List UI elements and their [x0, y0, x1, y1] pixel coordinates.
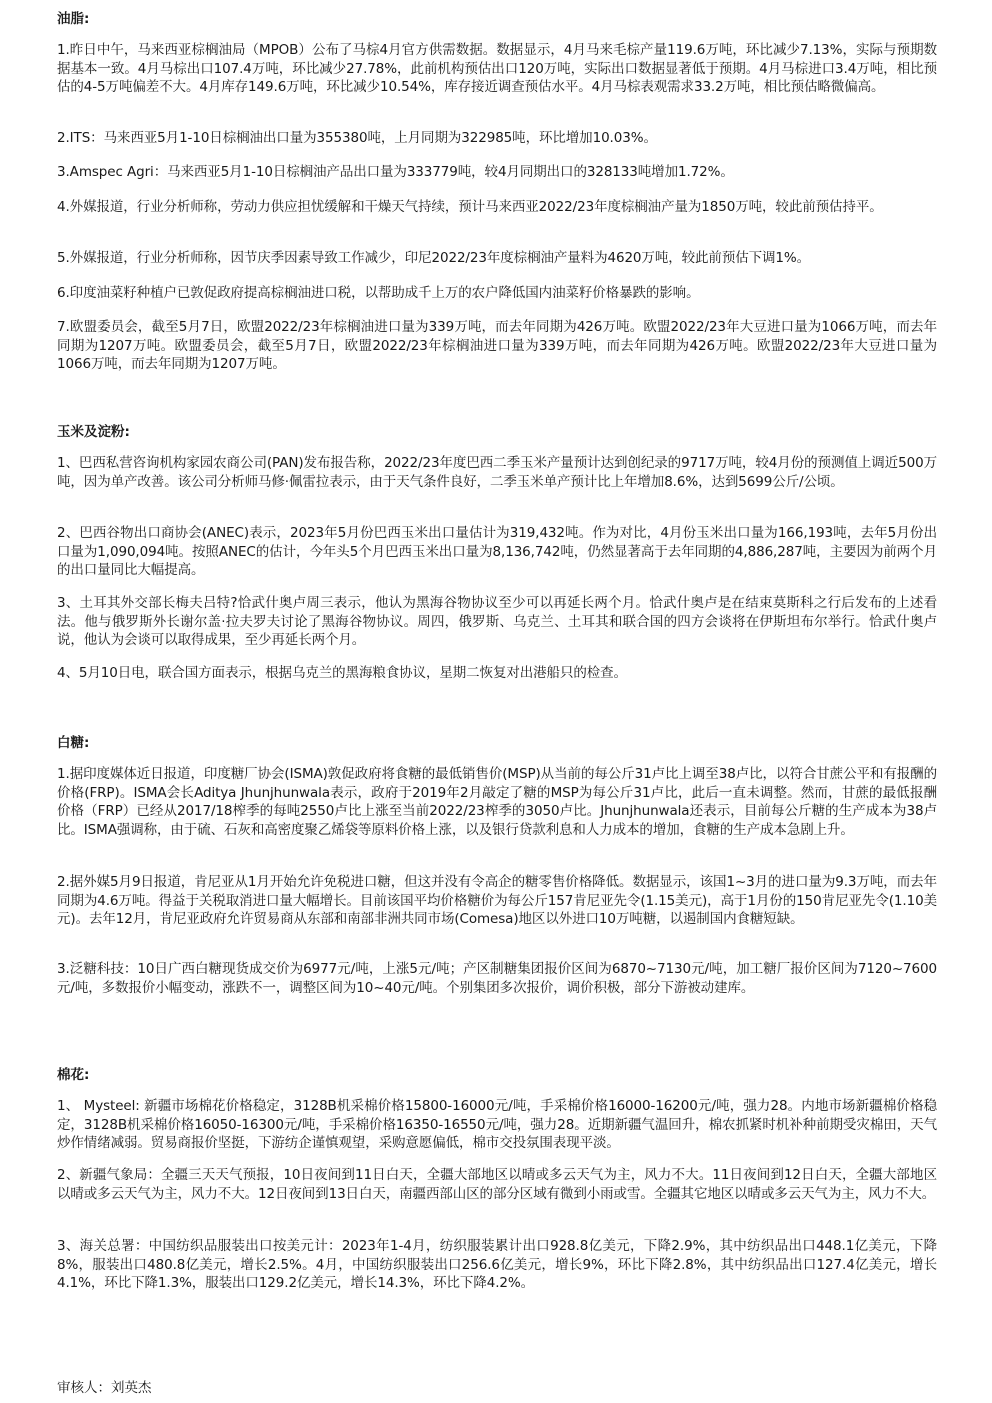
- corn-item-1: 1、巴西私营咨询机构家园农商公司(PAN)发布报告称，2022/23年度巴西二季玉米产量预计达到创纪录的9717万吨，较4月份的预测值上调近500万吨，因为单产改善。该公司分析师马修·佩雷拉表示，由于天气条件良好，二季玉米单产预计比上年增加8.6%，达到5699公斤/公顷。: [57, 455, 937, 490]
- sugar-item-3: 3.泛糖科技：10日广西白糖现货成交价为6977元/吨，上涨5元/吨；产区制糖集团报价区间为6870~7130元/吨，加工糖厂报价区间为7120~7600元/吨，多数报价小幅变动，涨跌不一，调整区间为10~40元/吨。个别集团多次报价，调价积极，部分下游被动建库。: [57, 961, 937, 996]
- corn-item-2: 2、巴西谷物出口商协会(ANEC)表示，2023年5月份巴西玉米出口量估计为319,432吨。作为对比，4月份玉米出口量为166,193吨，去年5月份出口量为1,090,094吨。按照ANEC的估计，今年头5个月巴西玉米出口量为8,136,742吨，仍然显著高于去年同期的4,886,287吨，主要因为前两个月的出口量同比大幅提高。: [57, 525, 937, 579]
- reviewer-line: 审核人：刘英杰: [57, 1380, 152, 1396]
- cotton-item-2: 2、新疆气象局：全疆三天天气预报，10日夜间到11日白天，全疆大部地区以晴或多云天气为主，风力不大。11日夜间到12日白天，全疆大部地区以晴或多云天气为主，风力不大。12日夜间到13日白天，南疆西部山区的部分区域有微到小雨或雪。全疆其它地区以晴或多云天气为主，风力不大。: [57, 1167, 937, 1202]
- section-title-oils: 油脂:: [57, 11, 90, 27]
- section-title-sugar: 白糖:: [57, 735, 90, 751]
- sugar-item-1: 1.据印度媒体近日报道，印度糖厂协会(ISMA)敦促政府将食糖的最低销售价(MSP)从当前的每公斤31卢比上调至38卢比，以符合甘蔗公平和有报酬的价格(FRP)。ISMA会长Aditya Jhunjhunwala表示，政府于2019年2月敲定了糖的MSP为每公斤31卢比，此后一直未调整。然而，甘蔗的最低报酬价格（FRP）已经从2017/18榨季的每吨2550卢比上涨至当前2022/23榨季的3050卢比。Jhunjhunwala还表示，目前每公斤糖的生产成本为38卢比。ISMA强调称，由于硫、石灰和高密度聚乙烯袋等原料价格上涨，以及银行贷款利息和人力成本的增加，食糖的生产成本急剧上升。: [57, 766, 937, 839]
- section-title-cotton: 棉花:: [57, 1067, 90, 1083]
- oils-item-1: 1.昨日中午，马来西亚棕榈油局（MPOB）公布了马棕4月官方供需数据。数据显示，4月马来毛棕产量119.6万吨，环比减少7.13%，实际与预期数据基本一致。4月马棕出口107.4万吨，环比减少27.78%，此前机构预估出口120万吨，实际出口数据显著低于预期。4月马棕进口3.4万吨，相比预估的4-5万吨偏差不大。4月库存149.6万吨，环比减少10.54%，库存接近调查预估水平。4月马棕表观需求33.2万吨，相比预估略微偏高。: [57, 42, 937, 96]
- oils-item-5: 5.外媒报道，行业分析师称，因节庆季因素导致工作减少，印尼2022/23年度棕榈油产量料为4620万吨，较此前预估下调1%。: [57, 250, 811, 266]
- cotton-item-1: 1、 Mysteel: 新疆市场棉花价格稳定，3128B机采棉价格15800-16000元/吨，手采棉价格16000-16200元/吨，强力28。内地市场新疆棉价格稳定，3128B机采棉价格16050-16300元/吨，手采棉价格16350-16550元/吨，强力28。近期新疆气温回升，棉农抓紧时机补种前期受灾棉田，天气炒作情绪减弱。贸易商报价坚挺，下游纺企谨慎观望，采购意愿偏低，棉市交投氛围表现平淡。: [57, 1098, 937, 1152]
- oils-item-2: 2.ITS：马来西亚5月1-10日棕榈油出口量为355380吨，上月同期为322985吨，环比增加10.03%。: [57, 130, 657, 146]
- oils-item-7: 7.欧盟委员会，截至5月7日，欧盟2022/23年棕榈油进口量为339万吨，而去年同期为426万吨。欧盟2022/23年大豆进口量为1066万吨，而去年同期为1207万吨。欧盟委员会，截至5月7日，欧盟2022/23年棕榈油进口量为339万吨，而去年同期为426万吨。欧盟2022/23年大豆进口量为1066万吨，而去年同期为1207万吨。: [57, 319, 937, 373]
- sugar-item-2: 2.据外媒5月9日报道，肯尼亚从1月开始允许免税进口糖，但这并没有令高企的糖零售价格降低。数据显示，该国1~3月的进口量为9.3万吨，而去年同期为4.6万吨。得益于关税取消进口量大幅增长。目前该国平均价格糖价为每公斤157肯尼亚先令(1.15美元)，高于1月份的150肯尼亚先令(1.10美元)。去年12月，肯尼亚政府允许贸易商从东部和南部非洲共同市场(Comesa)地区以外进口10万吨糖，以遏制国内食糖短缺。: [57, 874, 937, 928]
- cotton-item-3: 3、海关总署：中国纺织品服装出口按美元计：2023年1-4月，纺织服装累计出口928.8亿美元，下降2.9%，其中纺织品出口448.1亿美元，下降8%，服装出口480.8亿美元，增长2.5%。4月，中国纺织服装出口256.6亿美元，增长9%，环比下降2.8%，其中纺织品出口127.4亿美元，增长4.1%，环比下降1.3%，服装出口129.2亿美元，增长14.3%，环比下降4.2%。: [57, 1238, 937, 1292]
- oils-item-3: 3.Amspec Agri：马来西亚5月1-10日棕榈油产品出口量为333779吨，较4月同期出口的328133吨增加1.72%。: [57, 164, 734, 180]
- corn-item-4: 4、5月10日电，联合国方面表示，根据乌克兰的黑海粮食协议，星期二恢复对出港船只的检查。: [57, 665, 627, 681]
- section-title-corn: 玉米及淀粉:: [57, 424, 130, 440]
- oils-item-6: 6.印度油菜籽种植户已敦促政府提高棕榈油进口税，以帮助成千上万的农户降低国内油菜籽价格暴跌的影响。: [57, 285, 700, 301]
- oils-item-4: 4.外媒报道，行业分析师称，劳动力供应担忧缓解和干燥天气持续，预计马来西亚2022/23年度棕榈油产量为1850万吨，较此前预估持平。: [57, 199, 883, 215]
- corn-item-3: 3、土耳其外交部长梅夫吕特?恰武什奥卢周三表示，他认为黑海谷物协议至少可以再延长两个月。恰武什奥卢是在结束莫斯科之行后发布的上述看法。他与俄罗斯外长谢尔盖·拉夫罗夫讨论了黑海谷物协议。周四，俄罗斯、乌克兰、土耳其和联合国的四方会谈将在伊斯坦布尔举行。恰武什奥卢说，他认为会谈可以取得成果，至少再延长两个月。: [57, 595, 937, 649]
